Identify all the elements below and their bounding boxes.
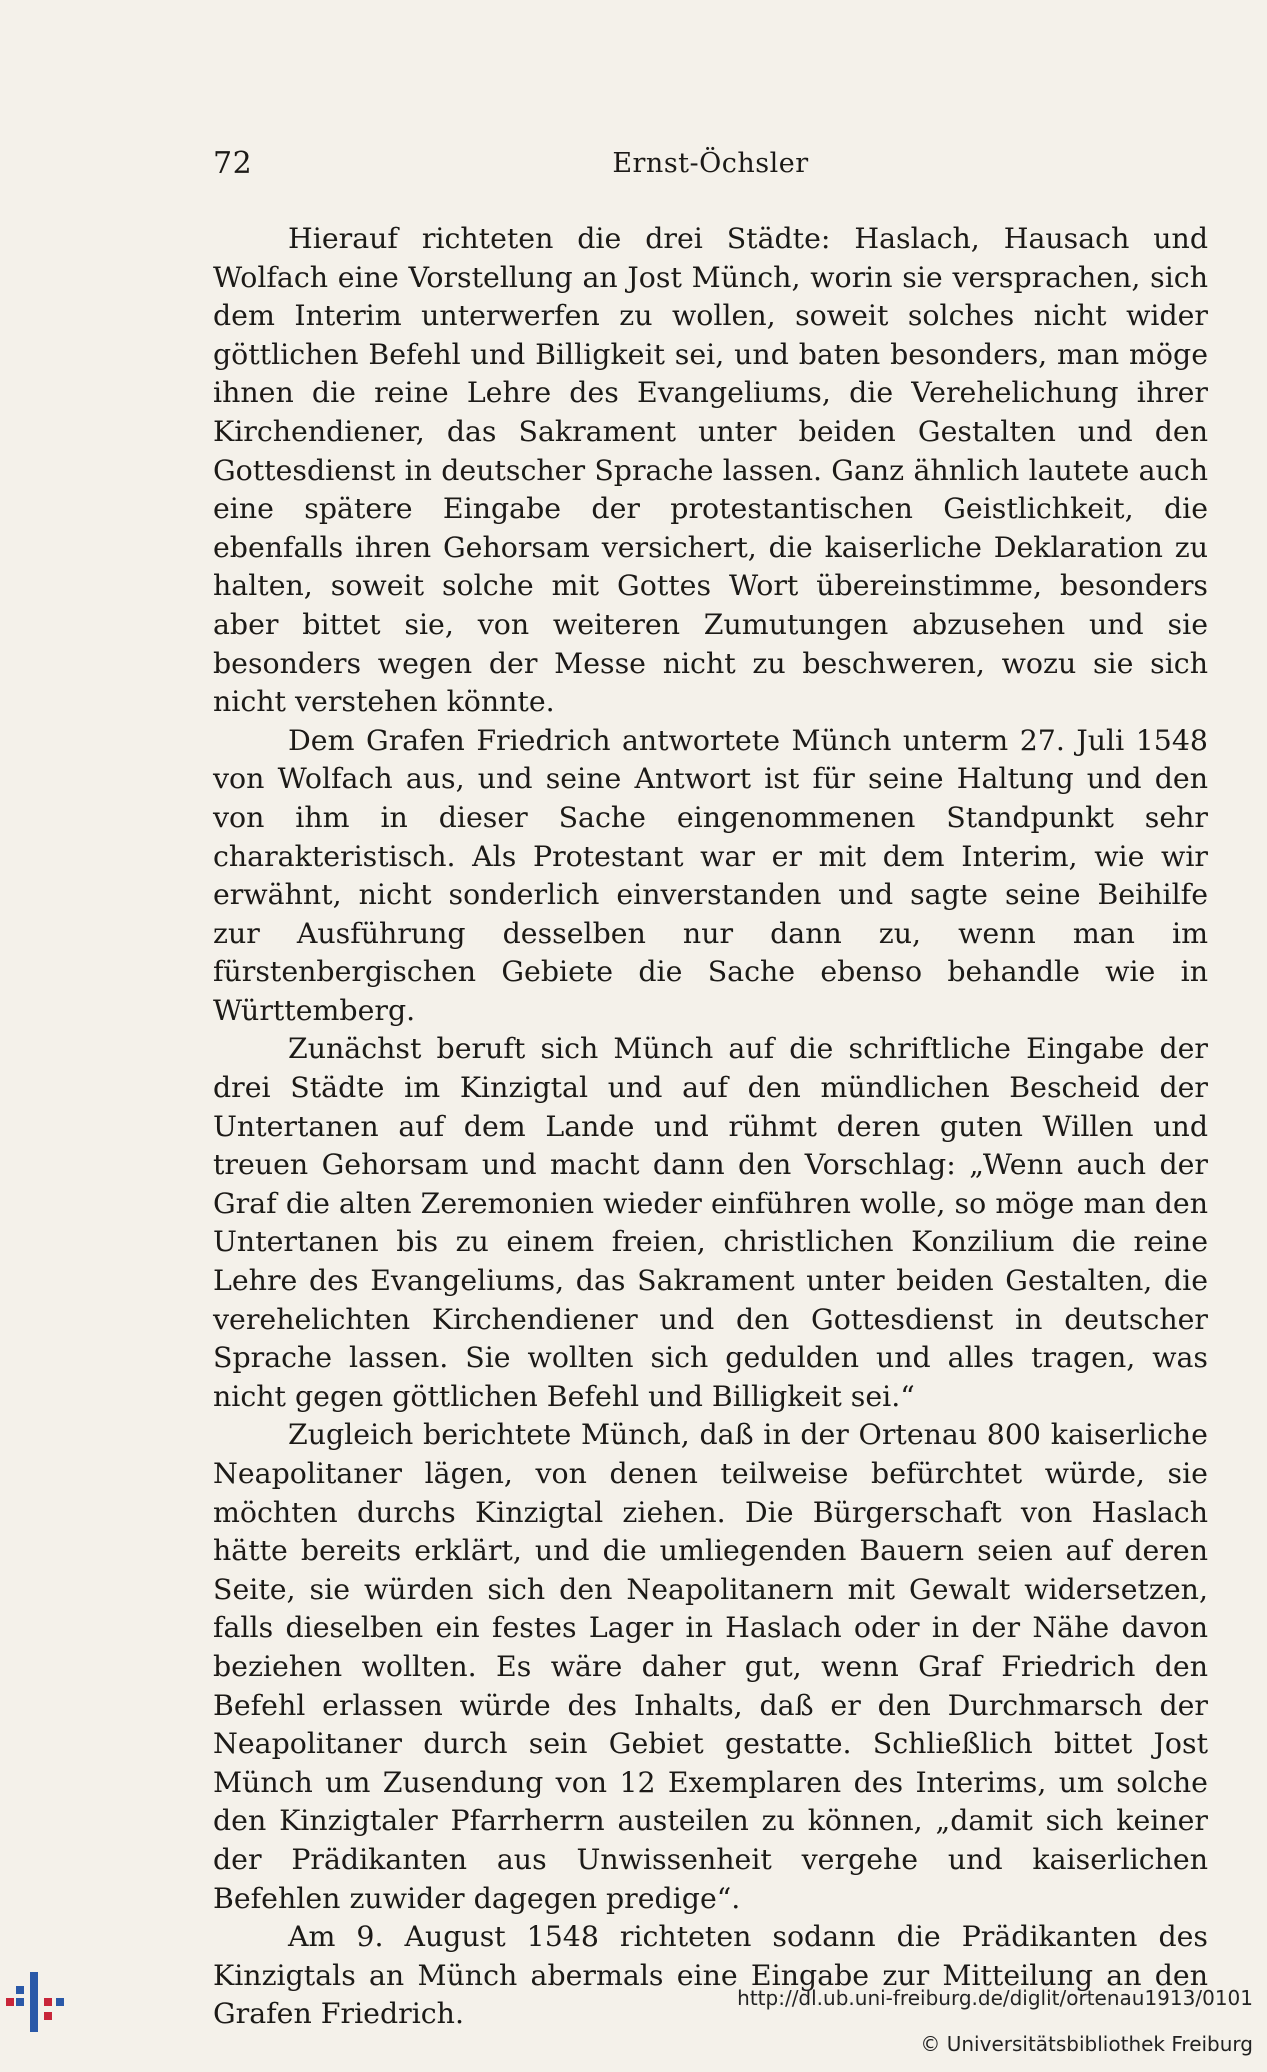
copyright-notice: © Universitätsbibliothek Freiburg: [920, 2032, 1253, 2056]
paragraph-3: Zunächst beruft sich Münch auf die schriftliche Eingabe der drei Städte im Kinzigtal und auf den mündlichen Bescheid der Untertanen auf dem Lande und rühmt deren guten Willen und treuen Gehorsam und macht dann den Vorschlag: „Wenn auch der Graf die alten Zeremonien wieder einführen wolle, so möge man den Untertanen bis zu einem freien, christlichen Konzilium die reine Lehre des Evangeliums, das Sakrament unter beiden Gestalten, die verehelichten Kirchendiener und den Gottesdienst in deutscher Sprache lassen. Sie wollten sich gedulden und alles tragen, was nicht gegen göttlichen Befehl und Billigkeit sei.“: [213, 1032, 1208, 1413]
library-logo-icon: [6, 1962, 66, 2042]
paragraph-1: Hierauf richteten die drei Städte: Haslach, Hausach und Wolfach eine Vorstellung an Jost Münch, worin sie versprachen, sich dem Interim unterwerfen zu wollen, soweit solches nicht wider göttlichen Befehl und Billigkeit sei, und baten besonders, man möge ihnen die reine Lehre des Evangeliums, die Verehelichung ihrer Kirchendiener, das Sakrament unter beiden Gestalten und den Gottesdienst in deutscher Sprache lassen. Ganz ähnlich lautete auch eine spätere Eingabe der protestantischen Geistlichkeit, die ebenfalls ihren Gehorsam versichert, die kaiserliche Deklaration zu halten, soweit solche mit Gottes Wort übereinstimme, besonders aber bittet sie, von weiteren Zumutungen abzusehen und sie besonders wegen der Messe nicht zu beschweren, wozu sie sich nicht verstehen könnte.: [213, 222, 1208, 719]
paragraph-4: Zugleich berichtete Münch, daß in der Ortenau 800 kaiserliche Neapolitaner lägen, von denen teilweise befürchtet würde, sie möchten durchs Kinzigtal ziehen. Die Bürgerschaft von Haslach hätte bereits erklärt, und die umliegenden Bauern seien auf deren Seite, sie würden sich den Neapolitanern mit Gewalt widersetzen, falls dieselben ein festes Lager in Haslach oder in der Nähe davon beziehen wollten. Es wäre daher gut, wenn Graf Friedrich den Befehl erlassen würde des Inhalts, daß er den Durchmarsch der Neapolitaner durch sein Gebiet gestatte. Schließlich bittet Jost Münch um Zusendung von 12 Exemplaren des Interims, um solche den Kinzigtaler Pfarrherrn austeilen zu können, „damit sich keiner der Prädikanten aus Unwissenheit vergehe und kaiserlichen Befehlen zuwider dagegen predige“.: [213, 1418, 1208, 1915]
page-header: [213, 146, 1208, 186]
source-url-link[interactable]: http://dl.ub.uni-freiburg.de/diglit/ortenau1913/0101: [737, 1986, 1253, 2010]
body-text: [213, 220, 1208, 2034]
paragraph-2: Dem Grafen Friedrich antwortete Münch unterm 27. Juli 1548 von Wolfach aus, und seine Antwort ist für seine Haltung und den von ihm in dieser Sache eingenommenen Standpunkt sehr charakteristisch. Als Protestant war er mit dem Interim, wie wir erwähnt, nicht sonderlich einverstanden und sagte seine Beihilfe zur Ausführung desselben nur dann zu, wenn man im fürstenbergischen Gebiete die Sache ebenso behandle wie in Württemberg.: [213, 723, 1208, 1027]
page-number: 72: [213, 146, 253, 181]
paragraph-5: Am 9. August 1548 richteten sodann die Prädikanten des Kinzigtals an Münch abermals eine Eingabe zur Mitteilung an den Grafen Friedrich.: [213, 1920, 1208, 2031]
running-head: Ernst-Öchsler: [612, 148, 809, 179]
